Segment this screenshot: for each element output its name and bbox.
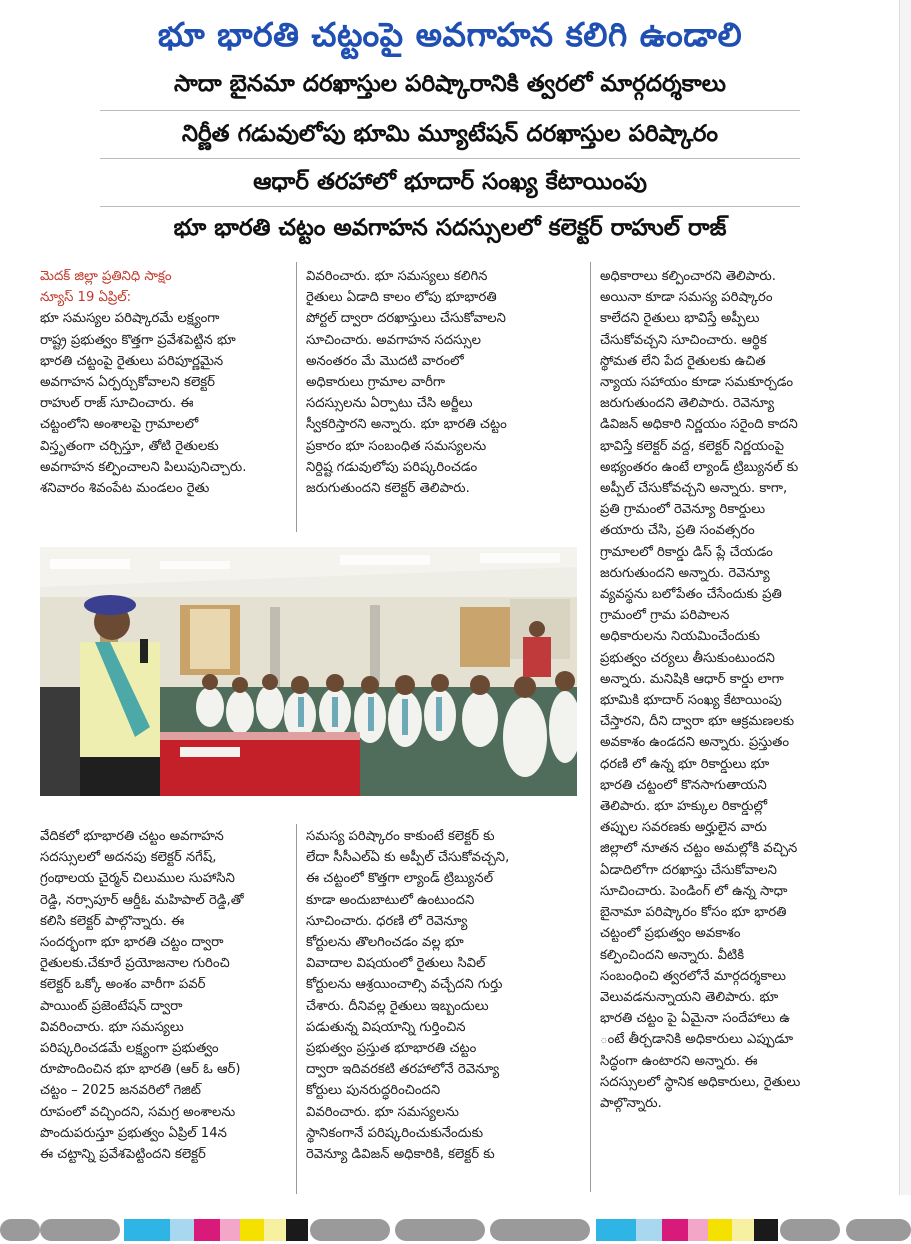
text-line: అయినా కూడా సమస్య పరిష్కారం [600,290,773,306]
text-line: వివరించారు. భూ సమస్యలను [306,1104,459,1120]
color-swatch [780,1219,840,1241]
text-line: పాయింట్ ప్రజెంటేషన్ ద్వారా [40,998,183,1014]
text-line: ప్రతి గ్రామంలో రెవెన్యూ రికార్డులు [600,502,766,518]
color-swatch [240,1219,264,1241]
text-line: సందర్భంగా భూ భారతి చట్టం ద్వారా [40,935,224,951]
text-line: లేదా సీసీఎల్ఏ కు అప్పీల్ చేసుకోవచ్చని, [306,850,510,866]
text-line: ప్రభుత్వం చర్యలు తీసుకుంటుందని [600,650,775,666]
deck-divider [100,110,800,111]
column-3 [600,266,868,1206]
text-line: వెలువడనున్నాయని తెలిపారు. భూ [600,989,779,1005]
text-line: వివాదాల విషయంలో రైతులు సివిల్ [306,956,486,972]
text-line: కల్పించిందని అన్నారు. వీటికి [600,947,745,963]
text-line: కోర్టులను ఆశ్రయించాల్సి వచ్చేదని గుర్తు [306,977,503,993]
color-swatch [0,1219,40,1241]
text-line: జరుగుతుందని తెలిపారు. రెవెన్యూ [600,396,775,412]
text-line: పరిష్కరించడమే లక్ష్యంగా ప్రభుత్వం [40,1041,219,1057]
text-line: శనివారం శివంపేట మండలం రైతు [40,481,210,497]
text-line: రైతులు ఏడాది కాలం లోపు భూభారతి [306,290,497,306]
text-line: పాల్గొన్నారు. [600,1095,662,1111]
text-line: పొందుపరుస్తూ ప్రభుత్వం ఏప్రిల్ 14న [40,1125,227,1141]
text-line: భావిస్తే కలెక్టర్ వద్ద, కలెక్టర్ నిర్ణయంపై [600,438,784,454]
text-line: భారతి చట్టం పై ఏమైనా సందేహాలు ఉ [600,1011,790,1027]
color-swatch [846,1219,911,1241]
event-photo [40,547,577,796]
text-line: గ్రామంలో గ్రామ పరిపాలన [600,608,730,624]
color-swatch [220,1219,240,1241]
text-line: కోర్టులు పునరుద్ధరించిందని [306,1083,441,1099]
text-line: స్వీకరిస్తారని అన్నారు. భూ భారతి చట్టం [306,417,507,433]
text-line: రాహుల్ రాజ్ సూచించారు. ఈ [40,396,194,412]
text-line: అవగాహన కల్పించాలని పిలుపునిచ్చారు. [40,459,247,475]
color-swatch [636,1219,662,1241]
column-2-bottom [306,826,586,1196]
color-swatch [264,1219,286,1241]
text-line: చట్టంలోని అంశాలపై గ్రామాలలో [40,417,199,433]
text-line: భూమికి భూదార్ సంఖ్య కేటాయింపు [600,693,782,709]
text-line: సూచించారు. పెండింగ్ లో ఉన్న సాధా [600,883,788,899]
text-line: గ్రామాలలో రికార్డు డిస్ ప్లే చేయడం [600,544,773,560]
text-line: తప్పుల సవరణకు అర్హులైన వారు [600,820,767,836]
column-1-bottom [40,826,296,1196]
page-edge [899,0,911,1195]
color-swatch [395,1219,485,1241]
text-line: ఈ చట్టంలో కొత్తగా ల్యాండ్ ట్రిబ్యునల్ [306,871,494,887]
text-line: చట్టంలో ప్రభుత్వం అవకాశం [600,926,741,942]
dateline: న్యూస్ 19 ఏప్రిల్: [40,290,132,306]
text-line: భారతి చట్టంలో కొనసాగుతాయని [600,777,767,793]
text-line: అధికారులను నియమించేందుకు [600,629,760,645]
color-swatch [596,1219,636,1241]
text-line: అధికారులు గ్రామాల వారీగా [306,375,446,391]
color-swatch [310,1219,390,1241]
dateline: మెదక్ జిల్లా ప్రతినిధి సాక్షం [40,269,172,284]
text-line: రైతులకు.చేకూరే ప్రయోజనాల గురించి [40,956,230,972]
text-line: విస్తృతంగా చర్చిస్తూ, తోటి రైతులకు [40,438,219,454]
text-line: జిల్లాలో నూతన చట్టం అమల్లోకి వచ్చిన [600,841,798,857]
text-line: జరుగుతుందని అన్నారు. రెవెన్యూ [600,565,770,581]
text-line: చేసుకోవచ్చని సూచించారు. ఆర్థిక [600,332,767,348]
color-swatch [490,1219,590,1241]
text-line: సమస్య పరిష్కారం కాకుంటే కలెక్టర్ కు [306,829,495,844]
text-line: అధికారాలు కల్పించారని తెలిపారు. [600,269,776,284]
column-2-top [306,266,582,528]
column-divider [296,824,297,1194]
column-divider [296,262,297,532]
text-line: వివరించారు. భూ సమస్యలు [40,1019,184,1035]
text-line: భూ సమస్యల పరిష్కారమే లక్ష్యంగా [40,311,220,327]
text-line: గ్రంథాలయ చైర్మన్ చిలుముల సుహాసిని [40,871,235,887]
color-swatch [286,1219,308,1241]
text-line: బైనామా పరిష్కారం కోసం భూ భారతి [600,905,787,921]
photo-illustration [40,547,577,796]
text-line: ధరణి లో ఉన్న భూ రికార్డులు భూ [600,756,770,772]
text-line: సంబంధించి త్వరలోనే మార్గదర్శకాలు [600,968,786,984]
color-swatch [40,1219,120,1241]
text-line: ంటే తీర్చడానికి అధికారులు ఎప్పుడూ [600,1032,794,1048]
text-line: కలిసి కలెక్టర్ పాల్గొన్నారు. ఈ [40,913,185,929]
text-line: వ్యవస్థను బలోపేతం చేసేందుకు ప్రతి [600,587,782,603]
text-line: చట్టం – 2025 జనవరిలో గెజిట్ [40,1083,201,1099]
text-line: కాలేదని రైతులు భావిస్తే అప్పీలు [600,311,760,327]
text-line: చేస్తారని, దీని ద్వారా భూ ఆక్రమణలకు [600,714,795,730]
text-line: వేదికలో భూభారతి చట్టం అవగాహన [40,829,224,844]
text-line: అభ్యంతరం ఉంటే ల్యాండ్ ట్రిబ్యునల్ కు [600,459,799,475]
text-line: డివిజన్ అధికారి నిర్ణయం సరైంది కాదని [600,417,798,433]
text-line: ప్రకారం భూ సంబంధిత సమస్యలను [306,438,487,454]
color-swatch [708,1219,732,1241]
text-line: రెడ్డి, నర్సాపూర్ ఆర్డీఓ మహిపాల్ రెడ్డి,తో [40,892,244,908]
text-line: కూడా అందుబాటులో ఉంటుందని [306,892,475,908]
text-line: రాష్ట్ర ప్రభుత్వం కొత్తగా ప్రవేశపెట్టిన భూ [40,332,236,348]
color-swatch [170,1219,194,1241]
text-line: అన్నారు. మనిషికి ఆధార్ కార్డు లాగా [600,671,784,687]
text-line: సదస్సులను ఏర్పాటు చేసి అర్జీలు [306,396,473,412]
column-1-top-text [40,308,290,499]
text-line: స్థోమత లేని పేద రైతులకు ఉచిత [600,353,766,369]
text-line: సూచించారు. అవగాహన సదస్సుల [306,332,482,348]
color-swatch [124,1219,170,1241]
text-line: అవకాశం ఉండదని అన్నారు. ప్రస్తుతం [600,735,790,751]
text-line: పడుతున్న విషయాన్ని గుర్తించిన [306,1019,466,1035]
print-color-bar [0,1219,911,1241]
text-line: ద్వారా ఇదివరకటి తరహాలోనే రెవెన్యూ [306,1062,500,1078]
deck-line-3: ఆధార్ తరహాలో భూదార్ సంఖ్య కేటాయింపు [253,169,647,195]
text-line: కలెక్టర్ ఒక్కో అంశం వారీగా పవర్ [40,977,206,993]
text-line: అవగాహన ఏర్పర్చుకోవాలని కలెక్టర్ [40,375,215,391]
deck-line-1: సాదా బైనమా దరఖాస్తుల పరిష్కారానికి త్వరలో మార్గదర్శకాలు [174,71,726,97]
text-line: అప్పీల్ చేసుకోవచ్చని అన్నారు. కాగా, [600,481,788,497]
text-line: స్థానికంగానే పరిష్కరించుకునేందుకు [306,1125,484,1141]
text-line: ప్రభుత్వం ప్రస్తుత భూభారతి చట్టం [306,1041,477,1057]
color-swatch [688,1219,708,1241]
deck-line-4: భూ భారతి చట్టం అవగాహన సదస్సులలో కలెక్టర్ రాహుల్ రాజ్ [173,215,727,241]
text-line: ఏడాదిలోగా దరఖాస్తు చేసుకోవాలని [600,862,777,878]
headline: భూ భారతి చట్టంపై అవగాహన కలిగి ఉండాలి [157,15,743,54]
text-line: నిర్దిష్ట గడువులోపు పరిష్కరించడం [306,459,478,475]
text-line: రెవెన్యూ డివిజన్ అధికారికి, కలెక్టర్ కు [306,1147,495,1163]
text-line: తెలిపారు. భూ హక్కుల రికార్డుల్లో [600,799,768,815]
column-divider [590,262,591,1192]
text-line: రూపంలో వచ్చిందని, సమగ్ర అంశాలను [40,1104,236,1120]
text-line: సూచించారు. ధరణి లో రెవెన్యూ [306,913,468,929]
text-line: భారతి చట్టంపై రైతులు పరిపూర్ణమైన [40,353,224,369]
text-line: సదస్సులలో స్థానిక అధికారులు, రైతులు [600,1074,801,1090]
text-line: పోర్టల్ ద్వారా దరఖాస్తులు చేసుకోవాలని [306,311,506,327]
color-swatch [754,1219,778,1241]
text-line: అనంతరం మే మొదటి వారంలో [306,353,464,369]
text-line: రూపొందించిన భూ భారతి (ఆర్ ఓ ఆర్) [40,1062,241,1078]
text-line: వివరించారు. భూ సమస్యలు కలిగిన [306,269,488,284]
deck-divider [100,158,800,159]
text-line: ఈ చట్టాన్ని ప్రవేశపెట్టిందని కలెక్టర్ [40,1147,206,1163]
text-line: కోర్టులను తొలగించడం వల్ల భూ [306,935,464,951]
text-line: సిద్ధంగా ఉంటారని అన్నారు. ఈ [600,1053,758,1069]
text-line: సదస్సులలో అదనపు కలెక్టర్ నగేష్, [40,850,217,866]
text-line: న్యాయ సహాయం కూడా సమకూర్చడం [600,375,794,391]
text-line: జరుగుతుందని కలెక్టర్ తెలిపారు. [306,481,470,497]
deck-line-2: నిర్ణీత గడువులోపు భూమి మ్యూటేషన్ దరఖాస్తుల పరిష్కారం [181,121,719,147]
column-1-top [40,266,290,528]
text-line: తయారు చేసి, ప్రతి సంవత్సరం [600,523,755,539]
color-swatch [662,1219,688,1241]
color-swatch [732,1219,754,1241]
color-swatch [194,1219,220,1241]
text-line: చేశారు. దీనివల్ల రైతులు ఇబ్బందులు [306,998,489,1014]
